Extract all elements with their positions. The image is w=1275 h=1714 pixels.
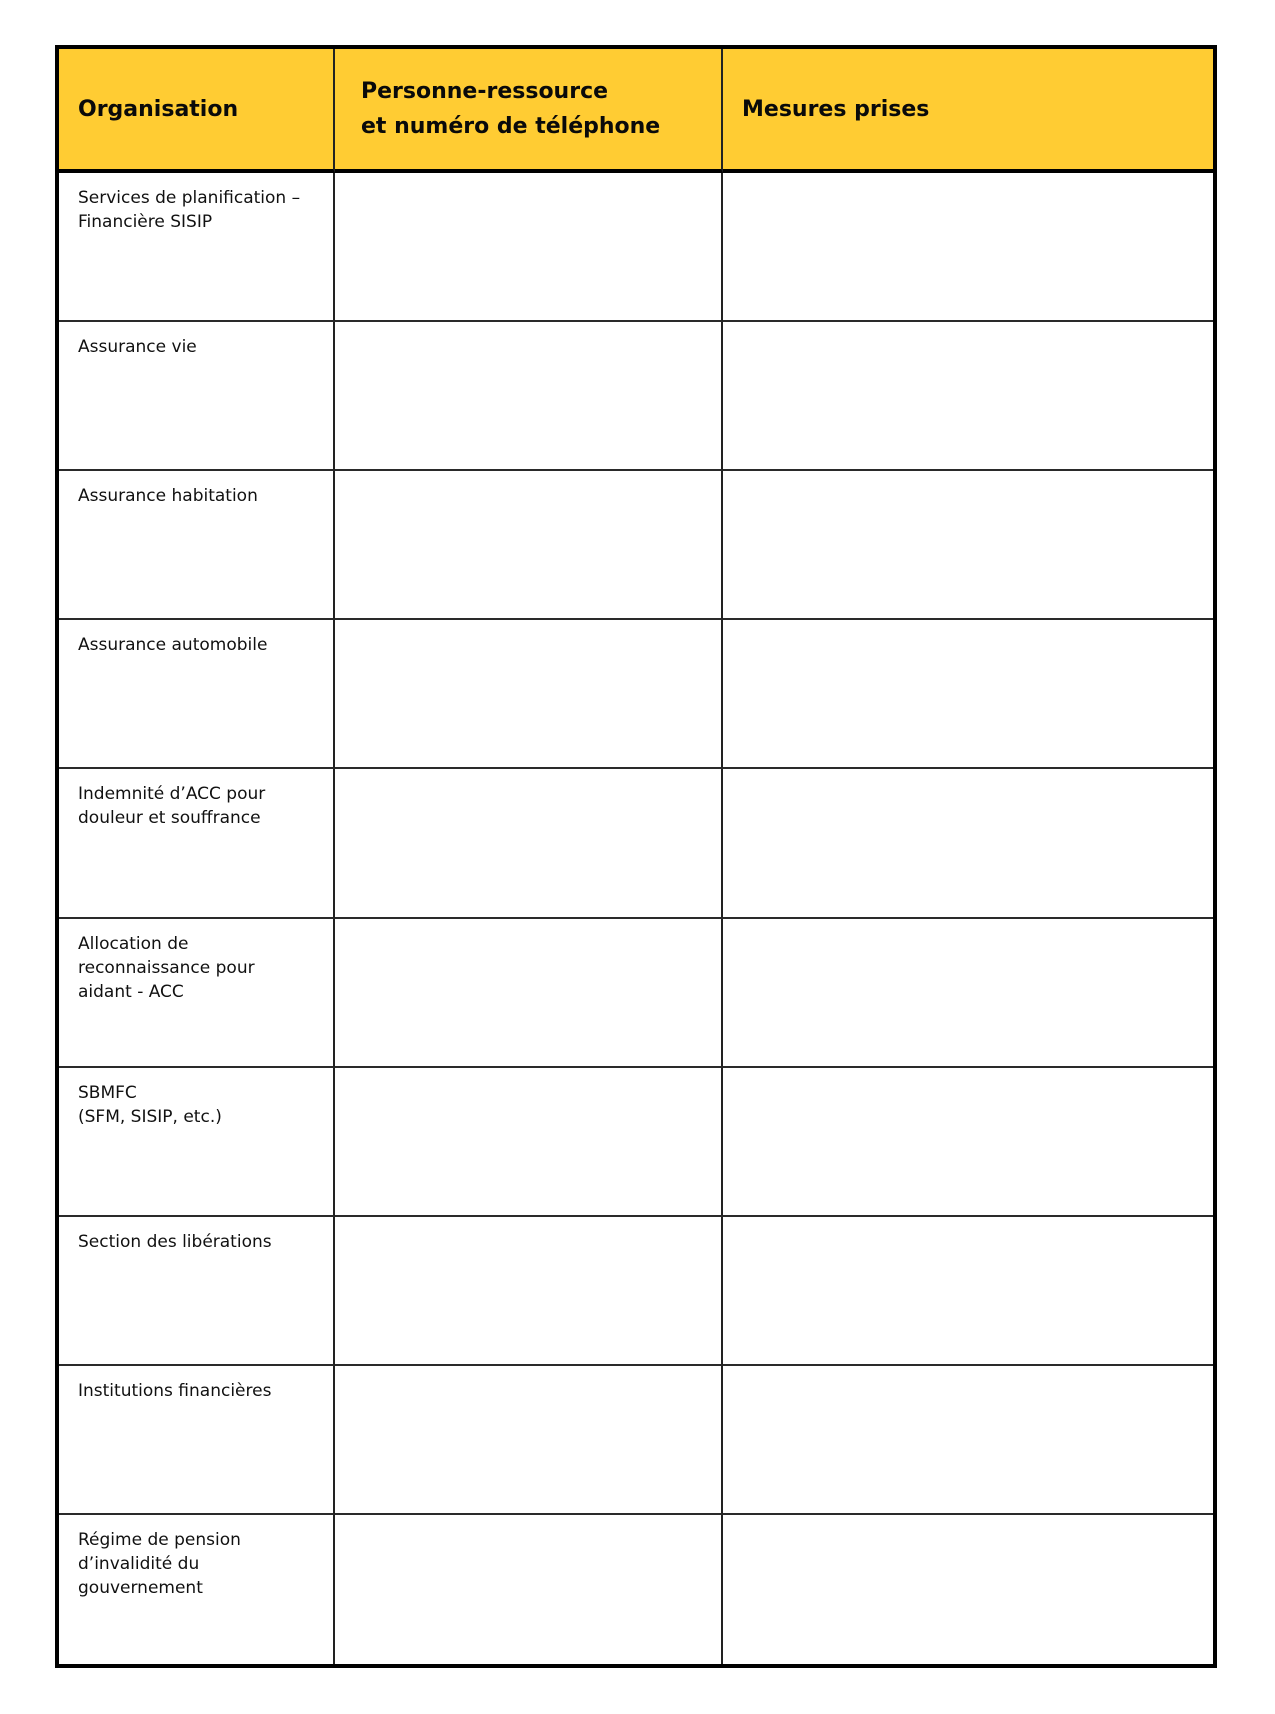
actions-cell[interactable] — [723, 1515, 1213, 1664]
header-contact — [335, 49, 723, 173]
organisation-text: (SFM, SISIP, etc.) — [78, 1106, 222, 1127]
organisation-cell — [59, 173, 335, 322]
contacts-table — [55, 45, 1217, 1668]
contact-cell[interactable] — [335, 769, 723, 918]
organisation-cell — [59, 769, 335, 918]
organisation-text: Assurance automobile — [78, 635, 268, 656]
contact-cell[interactable] — [335, 471, 723, 620]
contact-cell[interactable] — [335, 1068, 723, 1217]
organisation-cell — [59, 322, 335, 471]
organisation-text: Assurance vie — [78, 337, 197, 358]
contact-cell[interactable] — [335, 322, 723, 471]
contact-cell[interactable] — [335, 1217, 723, 1366]
actions-cell[interactable] — [723, 1068, 1213, 1217]
organisation-cell — [59, 1515, 335, 1664]
organisation-text: Institutions financières — [78, 1380, 272, 1401]
organisation-cell — [59, 620, 335, 769]
contact-cell[interactable] — [335, 1366, 723, 1515]
actions-cell[interactable] — [723, 322, 1213, 471]
actions-cell[interactable] — [723, 471, 1213, 620]
organisation-cell — [59, 1366, 335, 1515]
header-contact-line1: Personne-ressource — [361, 79, 609, 104]
header-contact-line2: et numéro de téléphone — [361, 114, 661, 139]
organisation-text: SBMFC — [78, 1082, 137, 1103]
organisation-cell — [59, 919, 335, 1068]
organisation-text: Assurance habitation — [78, 486, 258, 507]
actions-cell[interactable] — [723, 919, 1213, 1068]
organisation-text: douleur et souffrance — [78, 808, 261, 829]
organisation-text: Indemnité d’ACC pour — [78, 784, 266, 805]
header-actions-label: Mesures prises — [742, 96, 930, 122]
actions-cell[interactable] — [723, 173, 1213, 322]
organisation-text: d’invalidité du — [78, 1553, 200, 1574]
actions-cell[interactable] — [723, 1366, 1213, 1515]
actions-cell[interactable] — [723, 1217, 1213, 1366]
organisation-cell — [59, 1068, 335, 1217]
contact-cell[interactable] — [335, 919, 723, 1068]
organisation-cell — [59, 1217, 335, 1366]
organisation-text: gouvernement — [78, 1577, 203, 1598]
organisation-text: Régime de pension — [78, 1529, 241, 1550]
organisation-text: Section des libérations — [78, 1231, 272, 1252]
contact-cell[interactable] — [335, 173, 723, 322]
header-actions — [723, 49, 1213, 173]
organisation-text: Allocation de — [78, 933, 189, 954]
organisation-text: Financière SISIP — [78, 212, 213, 232]
organisation-text: Services de planification – — [78, 188, 301, 208]
header-organisation — [59, 49, 335, 173]
contact-cell[interactable] — [335, 620, 723, 769]
organisation-text: aidant - ACC — [78, 981, 184, 1002]
actions-cell[interactable] — [723, 620, 1213, 769]
organisation-text: reconnaissance pour — [78, 957, 255, 978]
header-organisation-label: Organisation — [78, 96, 239, 122]
actions-cell[interactable] — [723, 769, 1213, 918]
contact-cell[interactable] — [335, 1515, 723, 1664]
organisation-cell — [59, 471, 335, 620]
